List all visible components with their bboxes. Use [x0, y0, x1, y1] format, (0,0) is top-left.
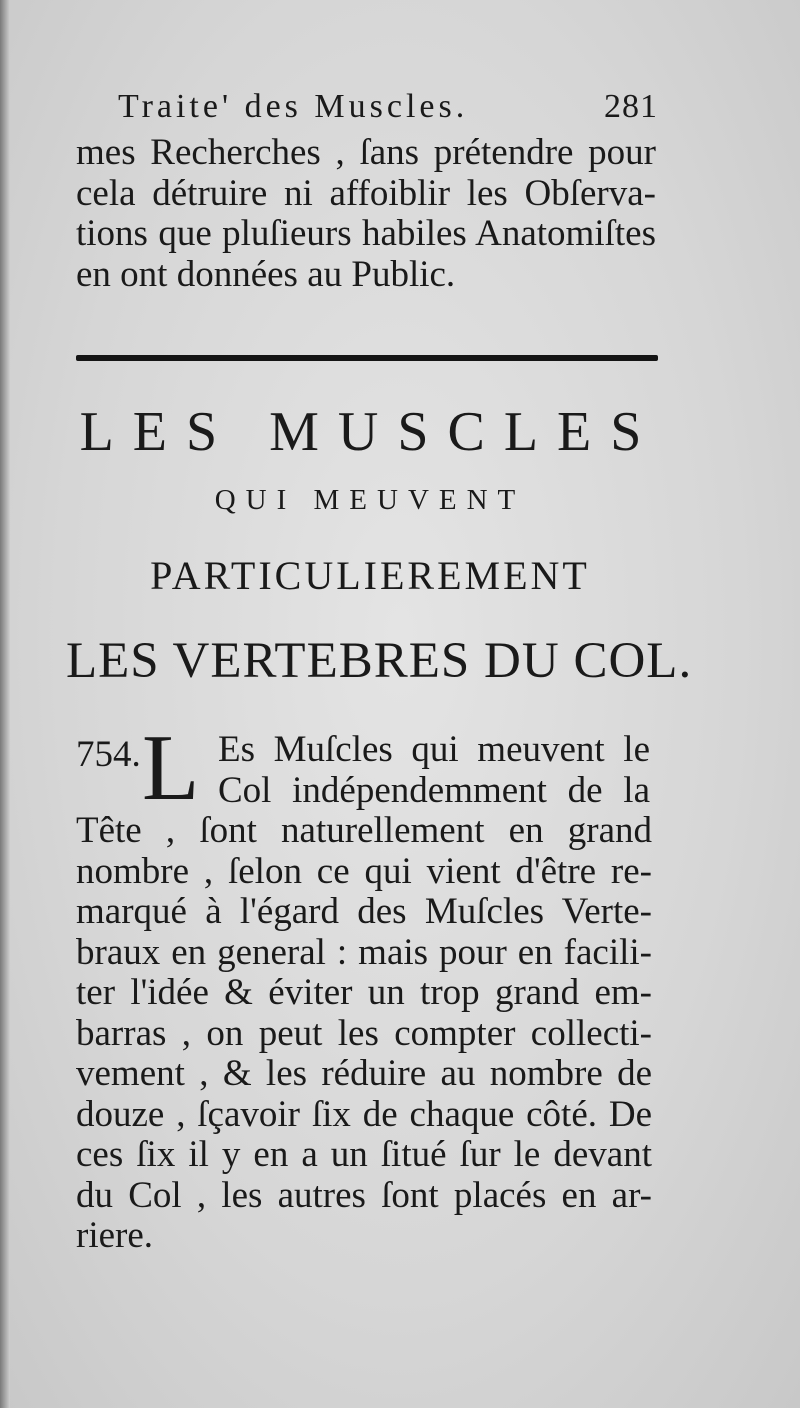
paragraph-body — [76, 811, 652, 1257]
paragraph-line: Tête , ſont naturellement en grand — [76, 810, 652, 851]
intro-line: en ont données au Public. — [76, 253, 456, 295]
drop-cap-letter: L — [142, 716, 200, 820]
section-title-line-2: QUI MEUVENT — [214, 484, 526, 516]
paragraph-number: 754. — [76, 734, 141, 775]
paragraph-line: ter l'idée & éviter un trop grand em- — [76, 972, 652, 1013]
section-title-line-4: LES VERTEBRES DU COL. — [66, 633, 693, 689]
section-title-line-3: PARTICULIEREMENT — [150, 553, 590, 598]
paragraph-line: douze , ſçavoir ſix de chaque côté. De — [76, 1093, 652, 1135]
paragraph-line: du Col , les autres ſont placés en ar- — [76, 1174, 652, 1216]
paragraph-line: vement , & les réduire au nombre de — [76, 1053, 652, 1094]
paragraph-line: nombre , ſelon ce qui vient d'être re- — [76, 850, 652, 892]
running-header — [118, 88, 658, 138]
paragraph-line: Es Muſcles qui meuvent le — [218, 729, 650, 770]
intro-line: cela détruire ni affoiblir les Obſerva- — [76, 172, 656, 214]
intro-text — [76, 133, 656, 295]
paragraph-line: Col indépendemment de la — [218, 769, 650, 811]
section-divider-rule — [76, 355, 658, 361]
page-number: 281 — [604, 88, 658, 125]
paragraph-line: ces ſix il y en a un ſitué ſur le devant — [76, 1134, 652, 1175]
page-binding-edge — [0, 0, 10, 1408]
section-title-line-1: LES MUSCLES — [79, 401, 661, 463]
paragraph-line: barras , on peut les compter collecti- — [76, 1012, 652, 1054]
running-header-title: Traite' des Muscles. — [118, 88, 469, 125]
paragraph-line: braux en general : mais pour en facili- — [76, 931, 652, 973]
paragraph-opening — [218, 730, 650, 811]
intro-line: tions que pluſieurs habiles Anatomiſtes — [76, 213, 656, 254]
paragraph-line: riere. — [76, 1215, 154, 1256]
paragraph-line: marqué à l'égard des Muſcles Verte- — [76, 891, 652, 932]
intro-line: mes Recherches , ſans prétendre pour — [76, 132, 656, 173]
